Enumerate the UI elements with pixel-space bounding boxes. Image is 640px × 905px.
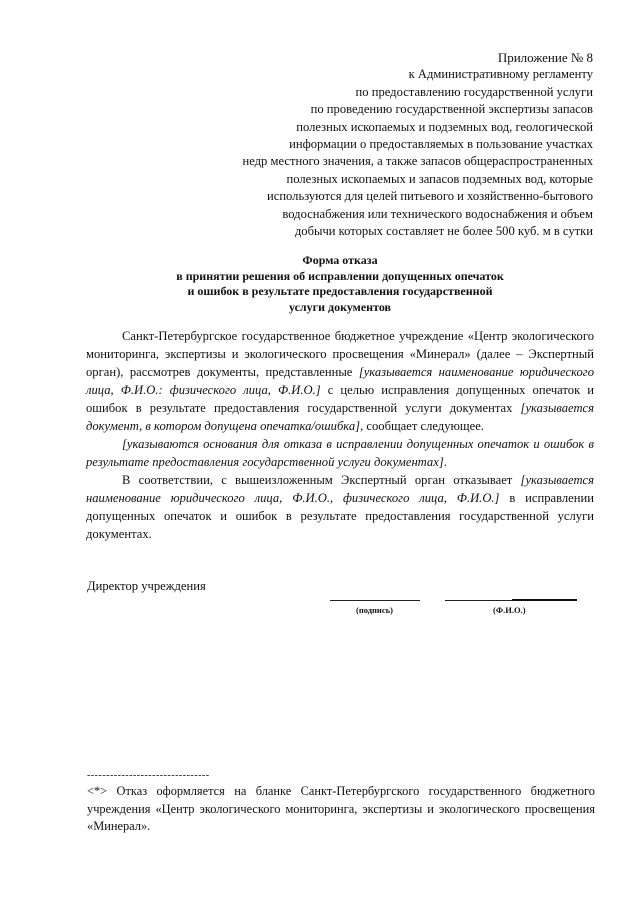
text: , сообщает следующее. — [360, 419, 484, 433]
text: В соответствии, с вышеизложенным Экспертный орган отказывает — [122, 473, 521, 487]
paragraph-grounds — [86, 435, 594, 471]
placeholder-applicant: [указывается наименование юридического лица, Ф.И.О., физического лица, Ф.И.О.] — [86, 473, 594, 505]
annex-line: информации о предоставляемых в пользование участках — [289, 137, 593, 152]
annex-line: добычи которых составляет не более 500 куб. м в сутки — [294, 224, 593, 239]
title-line: Форма отказа — [302, 253, 378, 267]
name-caption: (Ф.И.О.) — [493, 605, 526, 615]
director-label: Директор учреждения — [87, 579, 206, 593]
text: в исправлении допущенных опечаток и ошибок в результате предоставления государственной услуги документах. — [86, 491, 594, 541]
text: . — [443, 455, 447, 469]
footnote-separator: -------------------------------- — [87, 770, 210, 781]
annex-line: полезных ископаемых и подземных вод, геологической — [296, 119, 593, 134]
placeholder-applicant: [указывается наименование юридического лица, Ф.И.О.: физического лица, Ф.И.О.] — [86, 365, 594, 397]
annex-line: по проведению государственной экспертизы запасов — [310, 102, 593, 117]
annex-line: водоснабжения или технического водоснабжения и объем — [282, 206, 593, 221]
title-line: услуги документов — [288, 299, 392, 314]
title-line: и ошибок в результате предоставления государственной — [187, 284, 493, 298]
signature-line — [330, 600, 420, 601]
title-line: в принятии решения об исправлении допущенных опечаток — [176, 268, 504, 283]
annex-line: к Административному регламенту — [408, 67, 593, 82]
annex-line: недр местного значения, а также запасов общераспространенных — [242, 154, 593, 169]
paragraph-refusal — [86, 471, 594, 543]
annex-line: используются для целей питьевого и хозяйственно-бытового — [266, 189, 593, 204]
signature-caption: (подпись) — [356, 605, 393, 615]
form-body — [86, 327, 594, 543]
name-line-accent — [512, 599, 577, 601]
paragraph-intro — [86, 327, 594, 435]
annex-line: полезных ископаемых и запасов подземных вод, которые — [286, 171, 593, 186]
text: Санкт-Петербургское государственное бюджетное учреждение «Центр экологического мониторинга, экспертизы и экологического просвещения «Минерал» (далее – Экспертный орган), рассмотрев документы, представленные — [86, 329, 594, 379]
annex-line: по предоставлению государственной услуги — [355, 84, 593, 99]
placeholder-document: [указывается документ, в котором допущена опечатка/ошибка] — [86, 401, 594, 433]
annex-number: Приложение № 8 — [497, 50, 593, 65]
placeholder-grounds: [указываются основания для отказа в исправлении допущенных опечаток и ошибок в результате предоставления государственной услуги документах] — [86, 437, 594, 469]
footnote-text: <*> Отказ оформляется на бланке Санкт-Петербургского государственного бюджетного учреждения «Центр экологического мониторинга, экспертизы и экологического просвещения «Минерал». — [87, 784, 595, 833]
annex-header — [173, 49, 593, 240]
form-title — [80, 253, 600, 315]
text: с целью исправления допущенных опечаток и ошибок в результате предоставления государственной услуги документах — [86, 383, 594, 415]
